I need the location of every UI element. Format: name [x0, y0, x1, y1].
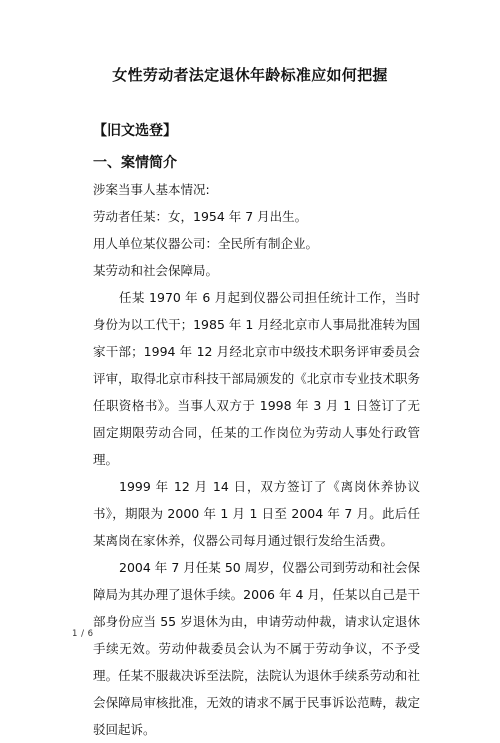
paragraph-bureau: 某劳动和社会保障局。: [93, 263, 219, 278]
paragraph-employer: 用人单位某仪器公司：全民所有制企业。: [93, 236, 319, 251]
paragraph-parties-intro: 涉案当事人基本情况:: [93, 182, 210, 197]
paragraph-leave-agreement: 1999 年 12 月 14 日，双方签订了《离岗休养协议书》，期限为 2000 年 1 月 1 日至 2004 年 7 月。此后任某离岗在家休养，仪器公司每月通过银行发给生活费。: [93, 479, 420, 548]
paragraph-worker: 劳动者任某：女，1954 年 7 月出生。: [93, 209, 308, 224]
section-label: 【旧文选登】: [93, 123, 177, 139]
paragraph-employment-history: 任某 1970 年 6 月起到仪器公司担任统计工作，当时身份为以工代干；1985 年 1 月经北京市人事局批准转为国家干部；1994 年 12 月经北京市中级技术职务评审委员会评审，取得北京市科技干部局颁发的《北京市专业技术职务任职资格书》。当事人双方于 1998 年 3 月 1 日签订了无固定期限劳动合同，任某的工作岗位为劳动人事处行政管理。: [93, 290, 420, 467]
document-title: 女性劳动者法定退休年龄标准应如何把握: [112, 66, 388, 84]
page-indicator: 1 / 6: [72, 629, 94, 639]
case-heading: 一、案情简介: [93, 155, 177, 171]
paragraph-retirement-dispute: 2004 年 7 月任某 50 周岁，仪器公司到劳动和社会保障局为其办理了退休手续。2006 年 4 月，任某以自己是干部身份应当 55 岁退休为由，申请劳动仲裁，请求认定退休手续无效。劳动仲裁委员会认为不属于劳动争议，不予受理。任某不服裁决诉至法院，法院认为退休手续系劳动和社会保障局审核批准，无效的请求不属于民事诉讼范畴，裁定驳回起诉。: [93, 560, 420, 737]
document-body: [93, 118, 420, 743]
